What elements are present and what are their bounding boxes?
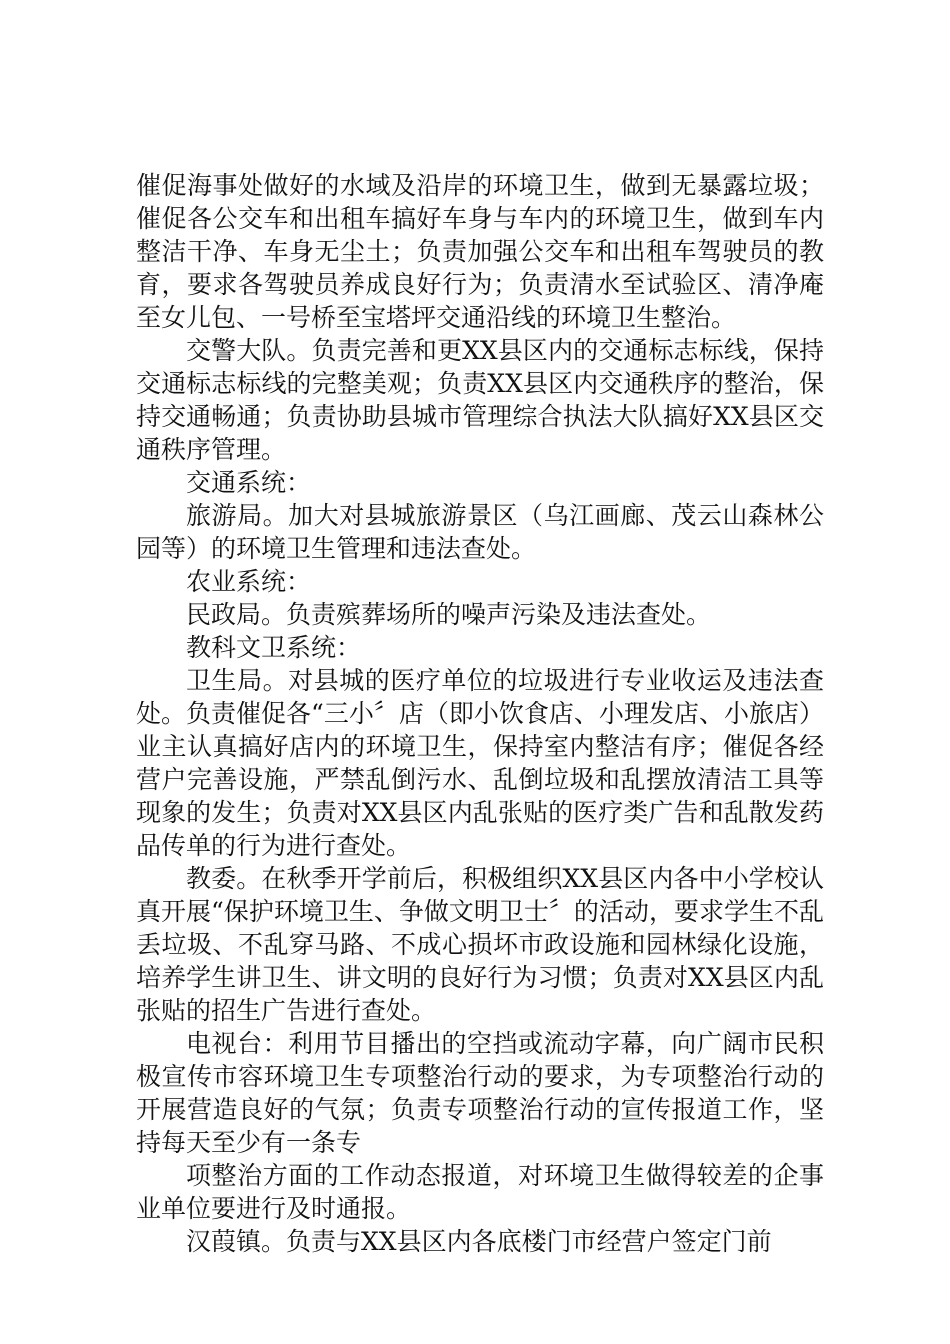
heading-transport-system: 交通系统： <box>186 468 312 497</box>
paragraph-health-bureau: 卫生局。对县城的医疗单位的垃圾进行专业收运及违法查处。负责催促各“三小〞店（即小饮食店、小理发店、小旅店）业主认真搞好店内的环境卫生，保持室内整洁有序；催促各经营户完善设施，严禁乱倒污水、乱倒垃圾和乱摆放清洁工具等现象的发生；负责对XX县区内乱张贴的医疗类广告和乱散发药品传单的行为进行查处。 <box>136 666 824 860</box>
paragraph-hanjia-town: 汉葭镇。负责与XX县区内各底楼门市经营户签定门前 <box>186 1227 772 1256</box>
heading-agriculture-system: 农业系统： <box>186 567 312 596</box>
paragraph-tourism-bureau: 旅游局。加大对县城旅游景区（乌江画廊、茂云山森林公园等）的环境卫生管理和违法查处。 <box>136 501 824 563</box>
paragraph-education-committee: 教委。在秋季开学前后，积极组织XX县区内各中小学校认真开展“保护环境卫生、争做文明卫士〞的活动，要求学生不乱丢垃圾、不乱穿马路、不成心损坏市政设施和园林绿化设施，培养学生讲卫生、讲文明的良好行为习惯；负责对XX县区内乱张贴的招生广告进行查处。 <box>136 864 824 1025</box>
paragraph-maritime-bus-taxi: 催促海事处做好的水域及沿岸的环境卫生，做到无暴露垃圾；催促各公交车和出租车搞好车身与车内的环境卫生，做到车内整洁干净、车身无尘土；负责加强公交车和出租车驾驶员的教育，要求各驾驶员养成良好行为；负责清水至试验区、清净庵至女儿包、一号桥至宝塔坪交通沿线的环境卫生整治。 <box>136 171 824 332</box>
paragraph-tv-station: 电视台：利用节目播出的空挡或流动字幕，向广阔市民积极宣传市容环境卫生专项整治行动的要求，为专项整治行动的开展营造良好的气氛；负责专项整治行动的宣传报道工作，坚持每天至少有一条专 <box>136 1029 824 1157</box>
paragraph-traffic-police: 交警大队。负责完善和更XX县区内的交通标志标线，保持交通标志标线的完整美观；负责XX县区内交通秩序的整治，保持交通畅通；负责协助县城市管理综合执法大队搞好XX县区交通秩序管理。 <box>136 336 824 464</box>
paragraph-tv-station-continued: 项整治方面的工作动态报道，对环境卫生做得较差的企事业单位要进行及时通报。 <box>136 1161 824 1223</box>
paragraph-civil-affairs: 民政局。负责殡葬场所的噪声污染及违法查处。 <box>186 600 712 629</box>
document-body <box>136 169 824 1258</box>
heading-education-culture-health: 教科文卫系统： <box>186 633 362 662</box>
